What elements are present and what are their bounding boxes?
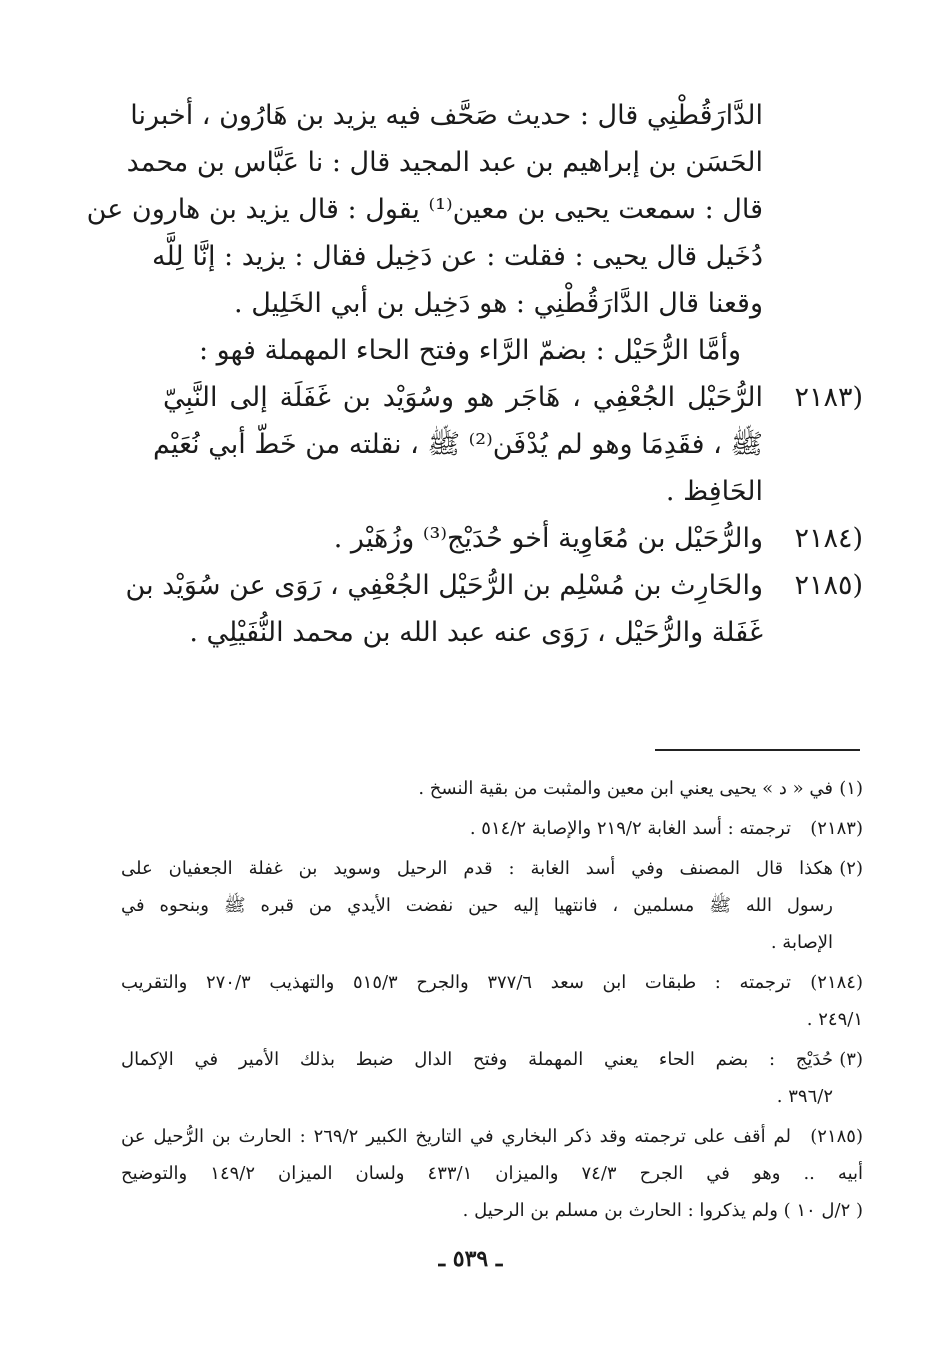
footnote-2184: [121, 964, 863, 1038]
footnote-line: لم أقف على ترجمته وقد ذكر البخاري في التاريخ الكبير ٢٦٩/٢ : الحارث بن الرُّحيل عن: [121, 1126, 791, 1147]
footnote-line: في « د » يحيى يعني ابن معين والمثبت من بقية النسخ .: [418, 778, 833, 799]
footnote-tag: (٢١٨٥): [810, 1126, 863, 1147]
footnote-tag: (٣): [839, 1049, 863, 1070]
footnote-2183: [121, 810, 863, 847]
footnote-line: هكذا قال المصنف وفي أسد الغابة : قدم الرحيل وسويد بن غفلة الجعفيان على: [121, 858, 833, 879]
footnote-2: [121, 850, 863, 961]
text-line: قال : سمعت يحيى بن معين⁽¹⁾ يقول : قال يزيد بن هارون عن: [86, 194, 763, 225]
entry-2185: [125, 562, 863, 656]
footnote-tag: (٢١٨٤): [810, 972, 863, 993]
footnote-line: ( ٢/ل ١٠ ) ولم يذكروا : الحارث بن مسلم بن الرحيل .: [462, 1200, 863, 1221]
footnote-line: ٢٤٩/١ .: [806, 1009, 863, 1030]
text-line: الحَسَن بن إبراهيم بن عبد المجيد قال : نا عَبَّاس بن محمد: [126, 147, 763, 178]
entry-line: غَفَلة والرُّحَيْل ، رَوَى عنه عبد الله بن محمد النُّفَيْلِي .: [189, 617, 763, 648]
entry-line: الرُّحَيْل الجُعْفِي ، هَاجَر هو وسُوَيْد بن غَفَلَة إلى النَّبِيّ: [163, 382, 763, 413]
footnote-2185: [121, 1118, 863, 1229]
entry-2183: [153, 374, 863, 515]
entry-number: (٢١٨٥: [794, 570, 863, 601]
footnote-line: رسول الله ﷺ مسلمين ، فانتهيا إليه حين نفضت الأيدي من قبره ﷺ وبنحوه في: [121, 895, 833, 916]
entry-number: (٢١٨٣: [794, 382, 863, 413]
text-line: وقعنا قال الدَّارَقُطْنِي : هو دَخِيل بن أبي الخَلِيل .: [234, 288, 763, 319]
entry-line: الحَافِظ .: [665, 476, 763, 507]
text-line: دُخَيل قال يحيى : فقلت : عن دَخِيل فقال : يزيد : إنَّا لِلَّه: [152, 241, 763, 272]
entry-line: والرُّحَيْل بن مُعَاوِية أخو حُدَيْج⁽³⁾ وزُهَيْر .: [333, 523, 763, 554]
footnote-tag: (٢١٨٣): [810, 818, 863, 839]
text-line: الدَّارَقُطْنِي قال : حديث صَحَّف فيه يزيد بن هَارُون ، أخبرنا: [130, 100, 763, 131]
entry-2184: [163, 515, 863, 562]
footnote-tag: (١): [839, 778, 863, 799]
footnote-line: ٣٩٦/٢ .: [776, 1086, 833, 1107]
footnote-line: أبيه .. وهو في الجرح ٧٤/٣ والميزان ٤٣٣/١ ولسان الميزان ١٤٩/٢ والتوضيح: [121, 1163, 864, 1184]
entry-line: ﷺ ، فقَدِمَا وهو لم يُدْفَن⁽²⁾ ﷺ ، نقلته من خَطّ أبي نُعَيْم: [153, 429, 763, 460]
footnote-line: حُدَيْج : بضم الحاء يعني المهملة وفتح الدال ضبط بذلك الأمير في الإكمال: [121, 1049, 833, 1070]
footnote-1: [121, 770, 863, 807]
entry-line: والحَارِث بن مُسْلِم بن الرُّحَيْل الجُعْفِي ، رَوَى عن سُوَيْد بن: [125, 570, 763, 601]
page-number: ـ ٥٣٩ ـ: [438, 1246, 503, 1272]
section-line: وأمَّا الرُّحَيْل : بضمّ الرَّاء وفتح الحاء المهملة فهو :: [198, 335, 741, 366]
footnote-3: [121, 1041, 863, 1115]
entry-number: (٢١٨٤: [794, 523, 863, 554]
main-text: [86, 92, 863, 656]
footnote-tag: (٢): [839, 858, 863, 879]
footnote-separator: [655, 749, 860, 751]
footnote-line: ترجمته : طبقات ابن سعد ٣٧٧/٦ والجرح ٥١٥/٣ والتهذيب ٢٧٠/٣ والتقريب: [121, 972, 792, 993]
footnotes: [121, 770, 863, 1232]
footnote-line: الإصابة .: [770, 932, 833, 953]
footnote-line: ترجمته : أسد الغابة ٢١٩/٢ والإصابة ٥١٤/٢ .: [469, 818, 791, 839]
